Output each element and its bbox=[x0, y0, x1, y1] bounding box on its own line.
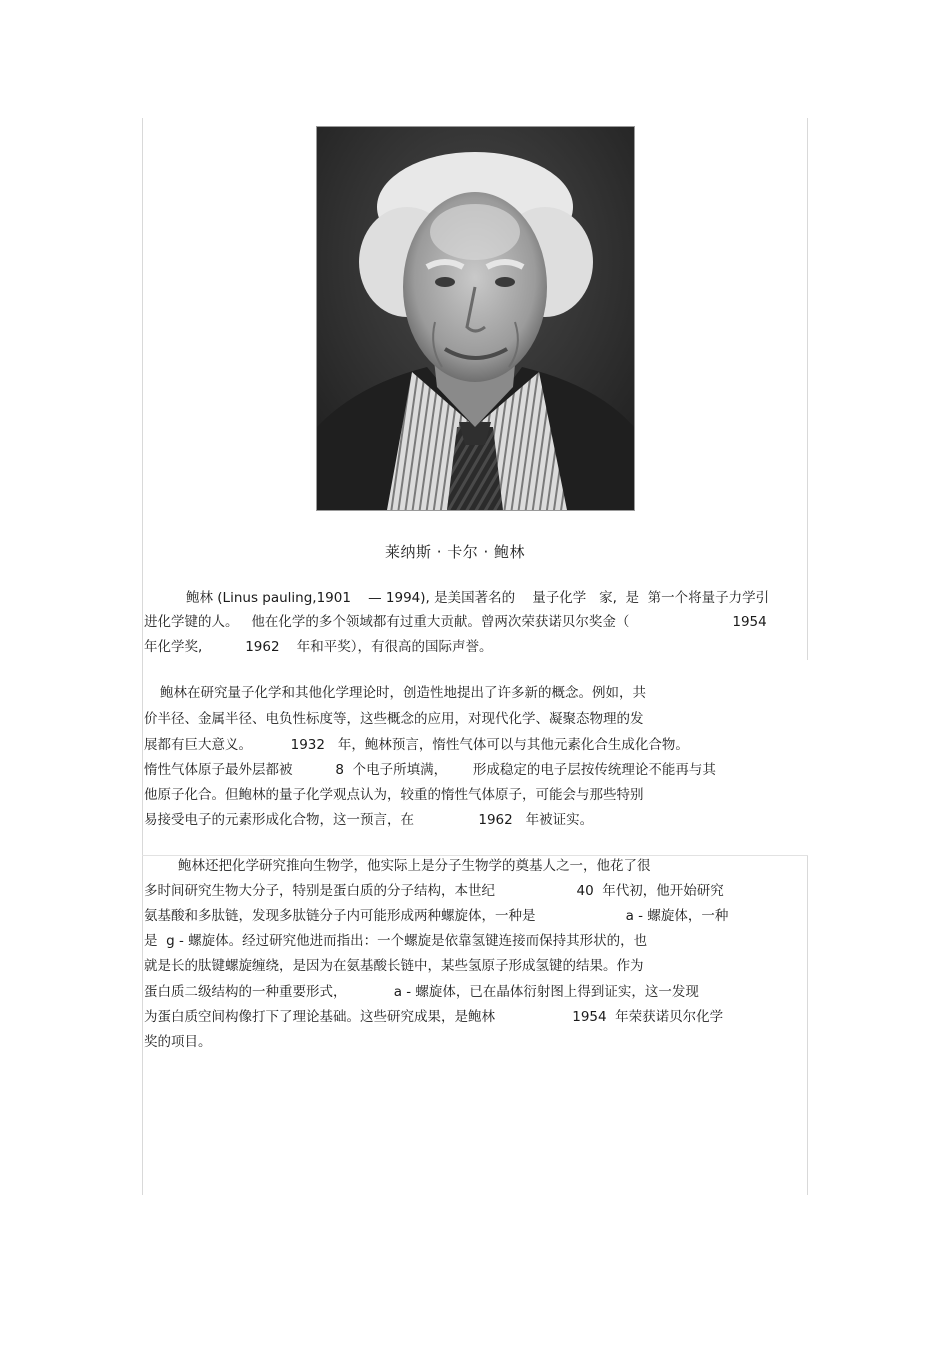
paragraph3-line-3: 氨基酸和多肽链，发现多肽链分子内可能形成两种螺旋体，一种是 a - 螺旋体，一种 bbox=[144, 908, 729, 924]
frame-left-border bbox=[142, 118, 143, 1195]
paragraph1-line-2: 进化学键的人。 他在化学的多个领域都有过重大贡献。曾两次荣获诺贝尔奖金（ 1954 bbox=[144, 614, 767, 630]
paragraph2-line-2: 价半径、金属半径、电负性标度等，这些概念的应用，对现代化学、凝聚态物理的发 bbox=[144, 711, 644, 727]
portrait-photo bbox=[316, 126, 635, 511]
paragraph1-line-3: 年化学奖, 1962 年和平奖），有很高的国际声誉。 bbox=[144, 639, 493, 655]
frame-right-border-top bbox=[807, 118, 808, 660]
paragraph2-line-5: 他原子化合。但鲍林的量子化学观点认为，较重的惰性气体原子，可能会与那些特别 bbox=[144, 787, 644, 803]
paragraph2-line-1: 鲍林在研究量子化学和其他化学理论时，创造性地提出了许多新的概念。例如，共 bbox=[160, 685, 646, 701]
paragraph3-line-4: 是 g - 螺旋体。经过研究他进而指出：一个螺旋是依靠氢键连接而保持其形状的，也 bbox=[144, 933, 648, 949]
paragraph3-line-5: 就是长的肽键螺旋缠绕，是因为在氨基酸长链中，某些氢原子形成氢键的结果。作为 bbox=[144, 958, 644, 974]
frame-right-border-bottom bbox=[807, 855, 808, 1195]
paragraph2-line-6: 易接受电子的元素形成化合物，这一预言，在 1962 年被证实。 bbox=[144, 812, 594, 828]
paragraph1-line-1: 鲍林 (Linus pauling,1901 — 1994), 是美国著名的 量子化学 家, 是 第一个将量子力学引 bbox=[186, 590, 770, 606]
paragraph3-line-1: 鲍林还把化学研究推向生物学，他实际上是分子生物学的奠基人之一，他花了很 bbox=[178, 858, 651, 874]
paragraph2-line-3: 展都有巨大意义。 1932 年，鲍林预言，惰性气体可以与其他元素化合生成化合物。 bbox=[144, 737, 689, 753]
section-divider bbox=[142, 855, 808, 856]
paragraph3-line-7: 为蛋白质空间构像打下了理论基础。这些研究成果，是鲍林 1954 年荣获诺贝尔化学 bbox=[144, 1009, 724, 1025]
paragraph3-line-8: 奖的项目。 bbox=[144, 1034, 212, 1050]
paragraph2-line-4: 惰性气体原子最外层都被 8 个电子所填满， 形成稳定的电子层按传统理论不能再与其 bbox=[144, 762, 716, 778]
paragraph3-line-6: 蛋白质二级结构的一种重要形式， a - 螺旋体，已在晶体衍射图上得到证实，这一发现 bbox=[144, 984, 699, 1000]
paragraph3-line-2: 多时间研究生物大分子，特别是蛋白质的分子结构，本世纪 40 年代初，他开始研究 bbox=[144, 883, 724, 899]
photo-caption: 莱纳斯 · 卡尔 · 鲍林 bbox=[384, 543, 526, 561]
